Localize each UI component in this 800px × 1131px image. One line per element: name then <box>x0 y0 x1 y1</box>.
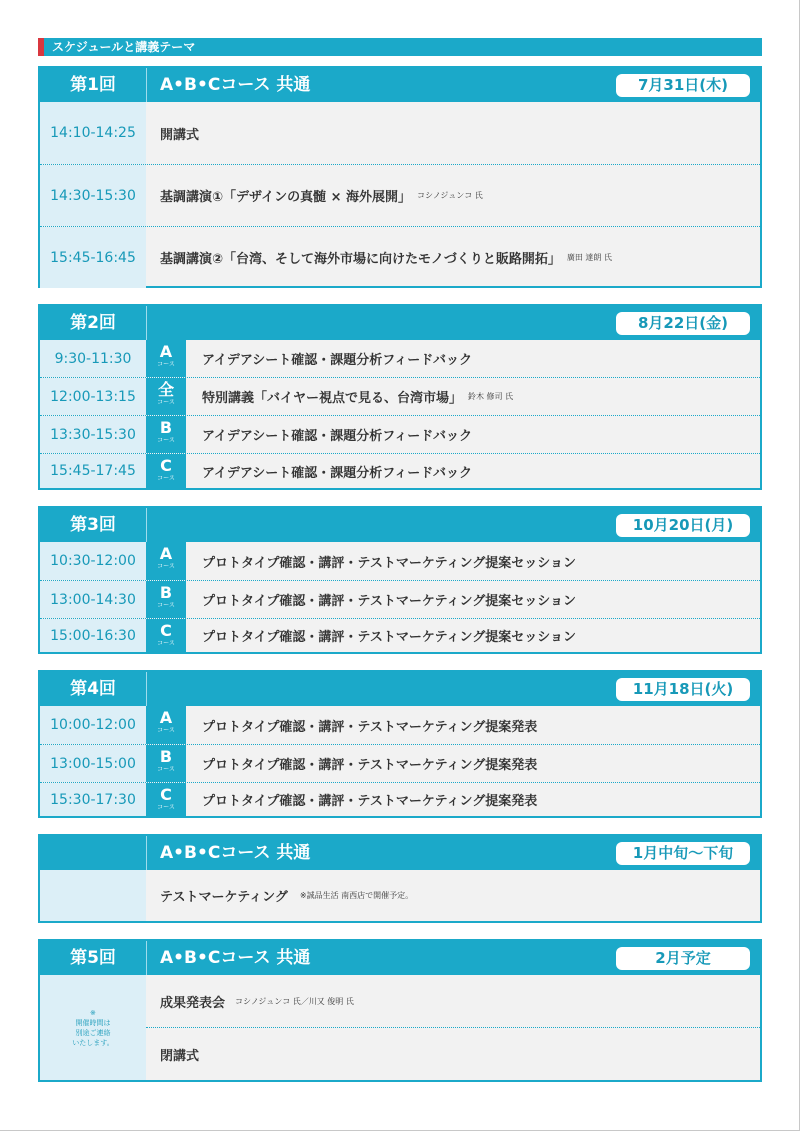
session-2-block <box>38 304 762 490</box>
session-5-round: 第5回 <box>70 948 116 968</box>
time-note-line: いたします。 <box>72 1038 114 1047</box>
course-label <box>146 378 186 415</box>
session-2-header <box>40 306 760 340</box>
course-letter: 全 <box>157 380 174 399</box>
test-marketing-header <box>40 836 760 870</box>
row-content <box>202 581 752 618</box>
schedule-row <box>40 542 760 580</box>
time-note-line: 別途ご連絡 <box>75 1028 111 1037</box>
test-marketing-course: A•B•Cコース 共通 <box>160 843 311 863</box>
schedule-row <box>40 744 760 782</box>
row-text: アイデアシート確認・課題分析フィードバック <box>202 465 473 481</box>
course-label <box>146 340 186 377</box>
section-heading <box>38 38 762 56</box>
schedule-row <box>40 415 760 453</box>
row-content <box>160 870 752 921</box>
schedule-row <box>40 226 760 288</box>
row-text: アイデアシート確認・課題分析フィードバック <box>202 353 473 368</box>
row-content <box>202 454 752 488</box>
header-separator <box>146 836 147 870</box>
row-time: 10:30-12:00 <box>40 542 146 580</box>
schedule-row <box>40 870 760 921</box>
row-speaker: 鈴木 修司 氏 <box>468 392 514 401</box>
time-note-line: 開催時間は <box>75 1018 111 1027</box>
test-marketing-rows <box>40 870 760 921</box>
course-letter: B <box>159 418 173 437</box>
test-marketing-date: 1月中旬〜下旬 <box>616 842 750 865</box>
course-letter: B <box>159 747 173 766</box>
session-1-header <box>40 68 760 102</box>
course-sub: コース <box>157 804 175 811</box>
course-letter: A <box>159 342 173 361</box>
row-content <box>160 102 752 164</box>
heading-accent-bar <box>38 38 44 56</box>
session-1-course: A•B•Cコース 共通 <box>160 75 311 95</box>
schedule-row <box>40 102 760 164</box>
test-marketing-block <box>38 834 762 923</box>
schedule-row <box>40 164 760 226</box>
row-time-empty <box>40 870 146 921</box>
course-sub: コース <box>157 640 175 647</box>
row-text: 基調講演②「台湾、そして海外市場に向けたモノづくりと販路開拓」 <box>160 252 561 267</box>
course-sub: コース <box>157 727 175 734</box>
section-heading-text: スケジュールと講義テーマ <box>52 40 196 54</box>
schedule-row <box>40 580 760 618</box>
row-speaker: コシノジュンコ 氏／川又 俊明 氏 <box>235 996 354 1006</box>
row-time: 15:45-17:45 <box>40 454 146 488</box>
course-label <box>146 454 186 488</box>
row-content <box>202 619 752 652</box>
course-sub: コース <box>157 475 175 482</box>
row-time: 12:00-13:15 <box>40 378 146 415</box>
row-text: 成果発表会 <box>160 995 226 1011</box>
session-5-course: A•B•Cコース 共通 <box>160 948 311 968</box>
session-3-rows <box>40 542 760 652</box>
row-text: 特別講義「バイヤー視点で見る、台湾市場」 <box>202 391 463 406</box>
row-text: 基調講演①「デザインの真髄 × 海外展開」 <box>160 190 412 205</box>
session-5-date: 2月予定 <box>616 947 750 970</box>
session-5-block <box>38 939 762 1082</box>
row-time: 14:10-14:25 <box>40 102 146 164</box>
header-separator <box>146 68 147 102</box>
schedule-row <box>146 1029 760 1080</box>
row-content <box>160 975 752 1027</box>
row-time: 15:45-16:45 <box>40 227 146 288</box>
session-2-round: 第2回 <box>70 313 116 333</box>
session-4-round: 第4回 <box>70 679 116 699</box>
row-time: 15:30-17:30 <box>40 783 146 816</box>
row-time: 14:30-15:30 <box>40 165 146 226</box>
course-sub: コース <box>157 399 175 406</box>
row-content <box>202 783 752 816</box>
schedule-row <box>40 618 760 652</box>
row-content <box>160 227 752 288</box>
course-label <box>146 416 186 453</box>
course-letter: B <box>159 583 173 602</box>
header-separator <box>146 306 147 340</box>
row-time: 13:30-15:30 <box>40 416 146 453</box>
row-speaker: コシノジュンコ 氏 <box>417 191 483 200</box>
row-content <box>202 378 752 415</box>
schedule-row <box>40 340 760 377</box>
row-speaker: 廣田 達朗 氏 <box>566 253 612 262</box>
session-3-header <box>40 508 760 542</box>
course-label <box>146 783 186 816</box>
header-separator <box>146 508 147 542</box>
row-time: 13:00-15:00 <box>40 745 146 782</box>
session-3-date: 10月20日(月) <box>616 514 750 537</box>
row-time: 15:00-16:30 <box>40 619 146 652</box>
row-text: プロトタイプ確認・講評・テストマーケティング提案発表 <box>202 719 538 735</box>
row-content <box>202 745 752 782</box>
course-letter: A <box>159 544 173 563</box>
row-content <box>160 165 752 226</box>
session-2-rows <box>40 340 760 488</box>
row-content <box>160 1029 752 1080</box>
row-content <box>202 416 752 453</box>
row-text: 閉講式 <box>160 1049 200 1064</box>
row-text: 開講式 <box>160 127 200 143</box>
session-4-rows <box>40 706 760 816</box>
course-sub: コース <box>157 563 175 570</box>
schedule-row <box>146 975 760 1028</box>
session-5-header <box>40 941 760 975</box>
header-separator <box>146 941 147 975</box>
session-3-round: 第3回 <box>70 515 116 535</box>
row-text: テストマーケティング <box>160 890 288 905</box>
session-1-block <box>38 66 762 288</box>
session-4-block <box>38 670 762 818</box>
time-note-mark: ※ <box>90 1008 96 1017</box>
time-note-cell <box>40 975 146 1080</box>
schedule-row <box>40 377 760 415</box>
course-sub: コース <box>157 361 175 368</box>
row-time: 10:00-12:00 <box>40 706 146 744</box>
row-text: プロトタイプ確認・講評・テストマーケティング提案発表 <box>202 758 538 773</box>
row-content <box>202 340 752 377</box>
row-time: 9:30-11:30 <box>40 340 146 377</box>
session-2-date: 8月22日(金) <box>616 312 750 335</box>
session-4-date: 11月18日(火) <box>616 678 750 701</box>
course-label <box>146 619 186 652</box>
row-text: プロトタイプ確認・講評・テストマーケティング提案発表 <box>202 794 538 809</box>
session-3-block <box>38 506 762 654</box>
row-note: ※誠品生活 南西店で開催予定。 <box>299 891 414 900</box>
row-content <box>202 706 752 744</box>
course-sub: コース <box>157 602 175 609</box>
course-letter: A <box>159 708 173 727</box>
course-letter: C <box>160 785 172 804</box>
row-text: プロトタイプ確認・講評・テストマーケティング提案セッション <box>202 555 577 571</box>
course-label <box>146 745 186 782</box>
course-letter: C <box>160 621 172 640</box>
row-text: アイデアシート確認・課題分析フィードバック <box>202 429 473 444</box>
schedule-row <box>40 706 760 744</box>
session-4-header <box>40 672 760 706</box>
time-note <box>40 975 146 1080</box>
course-label <box>146 581 186 618</box>
schedule-row <box>40 453 760 488</box>
course-label <box>146 706 186 744</box>
course-sub: コース <box>157 437 175 444</box>
row-time: 13:00-14:30 <box>40 581 146 618</box>
row-text: プロトタイプ確認・講評・テストマーケティング提案セッション <box>202 594 577 609</box>
row-content <box>202 542 752 580</box>
course-letter: C <box>160 456 172 475</box>
schedule-row <box>40 782 760 816</box>
session-1-rows <box>40 102 760 288</box>
header-separator <box>146 672 147 706</box>
session-5-rows <box>40 975 760 1080</box>
session-1-round: 第1回 <box>70 75 116 95</box>
row-text: プロトタイプ確認・講評・テストマーケティング提案セッション <box>202 630 577 645</box>
course-label <box>146 542 186 580</box>
session-1-date: 7月31日(木) <box>616 74 750 97</box>
course-sub: コース <box>157 766 175 773</box>
